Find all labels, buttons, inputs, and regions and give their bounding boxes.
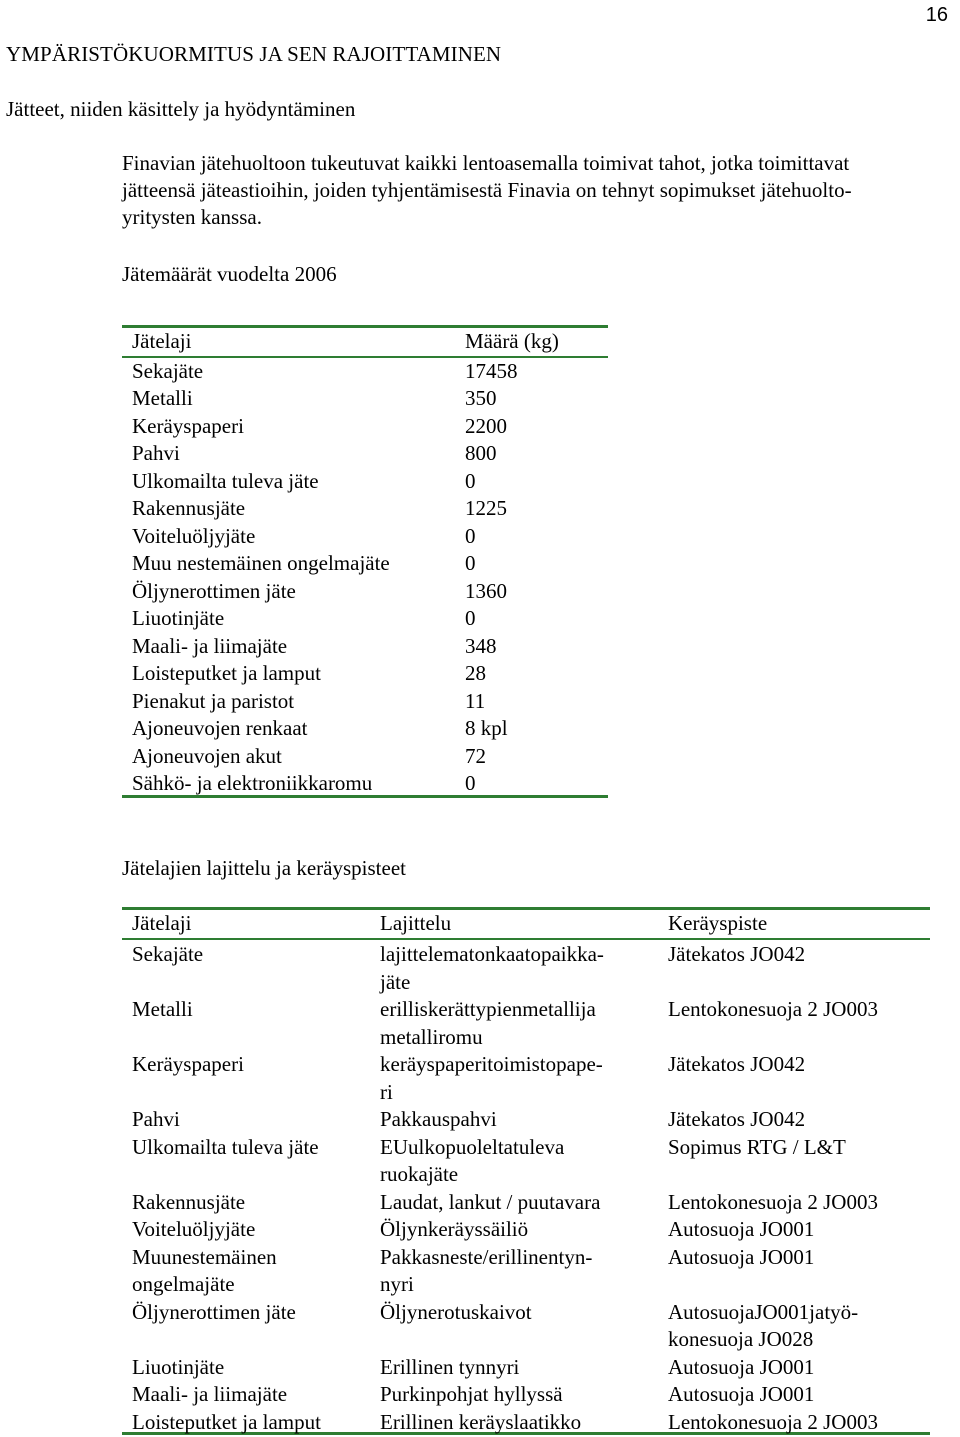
collection-point xyxy=(668,1216,926,1244)
waste-amount: 1225 xyxy=(465,496,507,520)
table-row xyxy=(122,413,608,441)
waste-type-line: Loisteputket ja lamput xyxy=(132,1409,321,1434)
table-row xyxy=(122,743,608,771)
waste-amount: 0 xyxy=(465,771,476,795)
sorting-method xyxy=(380,996,646,1051)
sorting-method-line: EUulkopuoleltatuleva xyxy=(380,1134,565,1159)
table1-header-row xyxy=(122,328,608,356)
waste-type xyxy=(132,1244,350,1299)
collection-point xyxy=(668,1106,926,1134)
collection-point-line: Lentokonesuoja 2 JO003 xyxy=(668,997,878,1021)
sorting-method-line: keräyspaperitoimistopape- xyxy=(380,1052,603,1076)
column-header-kerayspiste-line: Keräyspiste xyxy=(668,911,768,935)
waste-type xyxy=(132,1051,350,1079)
waste-amount: 1360 xyxy=(465,578,507,603)
table-row xyxy=(122,1409,930,1437)
column-header-lajittelu xyxy=(380,910,646,938)
table-row xyxy=(122,523,608,551)
waste-type: Ajoneuvojen akut xyxy=(132,743,282,768)
intro-paragraph xyxy=(122,150,960,231)
waste-type: Sekajäte xyxy=(132,358,204,383)
table-row xyxy=(122,1354,930,1382)
sorting-method-line: Pakkauspahvi xyxy=(380,1107,497,1131)
column-header-jatelaji xyxy=(132,910,350,938)
sorting-method-line: Erillinen tynnyri xyxy=(380,1354,520,1379)
table-row xyxy=(122,688,608,716)
waste-amount: 800 xyxy=(465,441,497,465)
waste-type xyxy=(132,1189,350,1217)
waste-type: Muu nestemäinen ongelmajäte xyxy=(132,551,390,575)
collection-point-line: Sopimus RTG / L&T xyxy=(668,1134,846,1159)
waste-type: Loisteputket ja lamput xyxy=(132,661,321,685)
page-number: 16 xyxy=(925,4,948,26)
table-row xyxy=(122,770,608,798)
waste-type xyxy=(132,941,350,969)
table2-header-row xyxy=(122,910,930,939)
sorting-method-line: lajittelematonkaatopaikka- xyxy=(380,942,604,966)
waste-amount: 350 xyxy=(465,386,497,410)
collection-point-line: Autosuoja JO001 xyxy=(668,1354,815,1379)
collection-point-line: Lentokonesuoja 2 JO003 xyxy=(668,1189,878,1214)
waste-amount: 28 xyxy=(465,661,486,685)
waste-type xyxy=(132,1134,350,1162)
waste-amount: 348 xyxy=(465,633,497,658)
waste-amount: 0 xyxy=(465,468,476,493)
intro-line: Finavian jätehuoltoon tukeutuvat kaikki lentoasemalla toimivat tahot, jotka toimittavat xyxy=(122,151,850,175)
sorting-method-line: metalliromu xyxy=(380,1024,483,1049)
waste-type: Liuotinjäte xyxy=(132,606,225,630)
sorting-method xyxy=(380,1354,646,1382)
waste-type-line: Liuotinjäte xyxy=(132,1354,225,1379)
collection-point xyxy=(668,1189,926,1217)
waste-type: Maali- ja liimajäte xyxy=(132,633,288,658)
waste-type-line: Voiteluöljyjäte xyxy=(132,1217,256,1241)
sorting-method-line: jäte xyxy=(380,969,411,994)
waste-amount: 11 xyxy=(465,688,486,713)
sorting-method xyxy=(380,1216,646,1244)
collection-point xyxy=(668,1299,926,1354)
column-header-jatelaji: Jätelaji xyxy=(132,329,192,353)
collection-point xyxy=(668,1354,926,1382)
table-row xyxy=(122,468,608,496)
intro-line: jätteensä jäteastioihin, joiden tyhjentämisestä Finavia on tehnyt sopimukset jätehuolto- xyxy=(122,178,852,202)
table-row xyxy=(122,1051,930,1106)
table-row xyxy=(122,996,930,1051)
sorting-method-line: erilliskerättypienmetallija xyxy=(380,997,596,1021)
sorting-method xyxy=(380,1189,646,1217)
sorting-method-line: Laudat, lankut / puutavara xyxy=(380,1189,601,1214)
collection-point-line: Jätekatos JO042 xyxy=(668,1107,806,1131)
collection-point xyxy=(668,1381,926,1409)
intro-line: yritysten kanssa. xyxy=(122,205,262,229)
table-row xyxy=(122,358,608,386)
column-header-kerayspiste xyxy=(668,910,926,938)
sorting-method-line: Öljynerotuskaivot xyxy=(380,1299,532,1324)
waste-type: Rakennusjäte xyxy=(132,496,246,520)
table1-caption: Jätemäärät vuodelta 2006 xyxy=(122,262,337,286)
table-row xyxy=(122,550,608,578)
waste-type xyxy=(132,996,350,1024)
table-row xyxy=(122,495,608,523)
table-row xyxy=(122,1244,930,1299)
table-row xyxy=(122,1381,930,1409)
sorting-method xyxy=(380,1381,646,1409)
waste-type: Öljynerottimen jäte xyxy=(132,578,296,603)
collection-point-line: AutosuojaJO001jatyö- xyxy=(668,1299,859,1324)
waste-type-line: Maali- ja liimajäte xyxy=(132,1382,288,1406)
column-header-jatelaji-line: Jätelaji xyxy=(132,911,192,935)
table-row xyxy=(122,633,608,661)
sorting-method-line: Öljynkeräyssäiliö xyxy=(380,1217,529,1241)
sorting-method xyxy=(380,941,646,996)
sorting-method xyxy=(380,1134,646,1189)
collection-point-line: Autosuoja JO001 xyxy=(668,1382,815,1406)
waste-amount: 8 kpl xyxy=(465,716,508,740)
collection-point-line: Autosuoja JO001 xyxy=(668,1244,815,1269)
collection-point xyxy=(668,1409,926,1437)
table-row xyxy=(122,605,608,633)
waste-amount: 0 xyxy=(465,606,476,630)
waste-type: Metalli xyxy=(132,386,193,410)
waste-type xyxy=(132,1381,350,1409)
collection-point-line: Jätekatos JO042 xyxy=(668,1052,806,1076)
table-row xyxy=(122,715,608,743)
waste-type: Pienakut ja paristot xyxy=(132,688,295,713)
collection-point-line: Autosuoja JO001 xyxy=(668,1217,815,1241)
collection-point-line: konesuoja JO028 xyxy=(668,1327,814,1351)
sorting-method xyxy=(380,1106,646,1134)
waste-type xyxy=(132,1216,350,1244)
waste-type: Ajoneuvojen renkaat xyxy=(132,716,308,740)
waste-type xyxy=(132,1299,350,1327)
sorting-method xyxy=(380,1409,646,1437)
collection-point xyxy=(668,996,926,1024)
waste-amount: 17458 xyxy=(465,358,518,383)
sorting-method xyxy=(380,1299,646,1327)
sorting-method-line: ri xyxy=(380,1079,393,1104)
waste-type: Sähkö- ja elektroniikkaromu xyxy=(132,771,373,795)
sorting-method-line: Erillinen keräyslaatikko xyxy=(380,1409,582,1434)
table-row xyxy=(122,578,608,606)
waste-type-line: Muunestemäinen xyxy=(132,1244,277,1269)
waste-type-line: Rakennusjäte xyxy=(132,1189,246,1214)
waste-type xyxy=(132,1409,350,1437)
collection-point xyxy=(668,1051,926,1079)
waste-type-line: Keräyspaperi xyxy=(132,1052,244,1076)
waste-amount: 0 xyxy=(465,523,476,548)
collection-point xyxy=(668,941,926,969)
waste-type: Keräyspaperi xyxy=(132,413,244,438)
collection-point-line: Jätekatos JO042 xyxy=(668,942,806,966)
waste-amounts-table xyxy=(122,328,608,798)
sorting-method-line: Pakkasneste/erillinentyn- xyxy=(380,1244,593,1269)
column-header-lajittelu-line: Lajittelu xyxy=(380,911,452,935)
table-row xyxy=(122,660,608,688)
table-row xyxy=(122,1216,930,1244)
table-row xyxy=(122,1134,930,1189)
table-row xyxy=(122,1106,930,1134)
waste-amount: 0 xyxy=(465,551,476,575)
column-header-maara: Määrä (kg) xyxy=(465,329,559,353)
waste-type-line: Pahvi xyxy=(132,1107,180,1131)
waste-type xyxy=(132,1354,350,1382)
waste-type-line: Ulkomailta tuleva jäte xyxy=(132,1134,319,1159)
table-row xyxy=(122,1189,930,1217)
table-row xyxy=(122,1299,930,1354)
subsection-heading: Jätteet, niiden käsittely ja hyödyntäminen xyxy=(6,97,356,121)
collection-point xyxy=(668,1244,926,1272)
sorting-method-line: nyri xyxy=(380,1272,414,1296)
waste-type-line: Öljynerottimen jäte xyxy=(132,1299,296,1324)
table2-caption: Jätelajien lajittelu ja keräyspisteet xyxy=(122,856,406,880)
waste-type: Voiteluöljyjäte xyxy=(132,523,256,548)
waste-type xyxy=(132,1106,350,1134)
table-row xyxy=(122,941,930,996)
sorting-table xyxy=(122,910,930,1436)
sorting-method xyxy=(380,1051,646,1106)
section-heading: YMPÄRISTÖKUORMITUS JA SEN RAJOITTAMINEN xyxy=(6,42,502,66)
waste-type: Ulkomailta tuleva jäte xyxy=(132,468,319,493)
waste-type-line: Metalli xyxy=(132,997,193,1021)
waste-type-line: Sekajäte xyxy=(132,942,204,966)
collection-point-line: Lentokonesuoja 2 JO003 xyxy=(668,1409,878,1434)
sorting-method-line: ruokajäte xyxy=(380,1162,459,1186)
waste-type: Pahvi xyxy=(132,441,180,465)
waste-type-line: ongelmajäte xyxy=(132,1272,235,1296)
sorting-method-line: Purkinpohjat hyllyssä xyxy=(380,1382,563,1406)
waste-amount: 72 xyxy=(465,743,486,768)
collection-point xyxy=(668,1134,926,1162)
waste-amount: 2200 xyxy=(465,413,507,438)
sorting-method xyxy=(380,1244,646,1299)
table-row xyxy=(122,440,608,468)
table-row xyxy=(122,385,608,413)
